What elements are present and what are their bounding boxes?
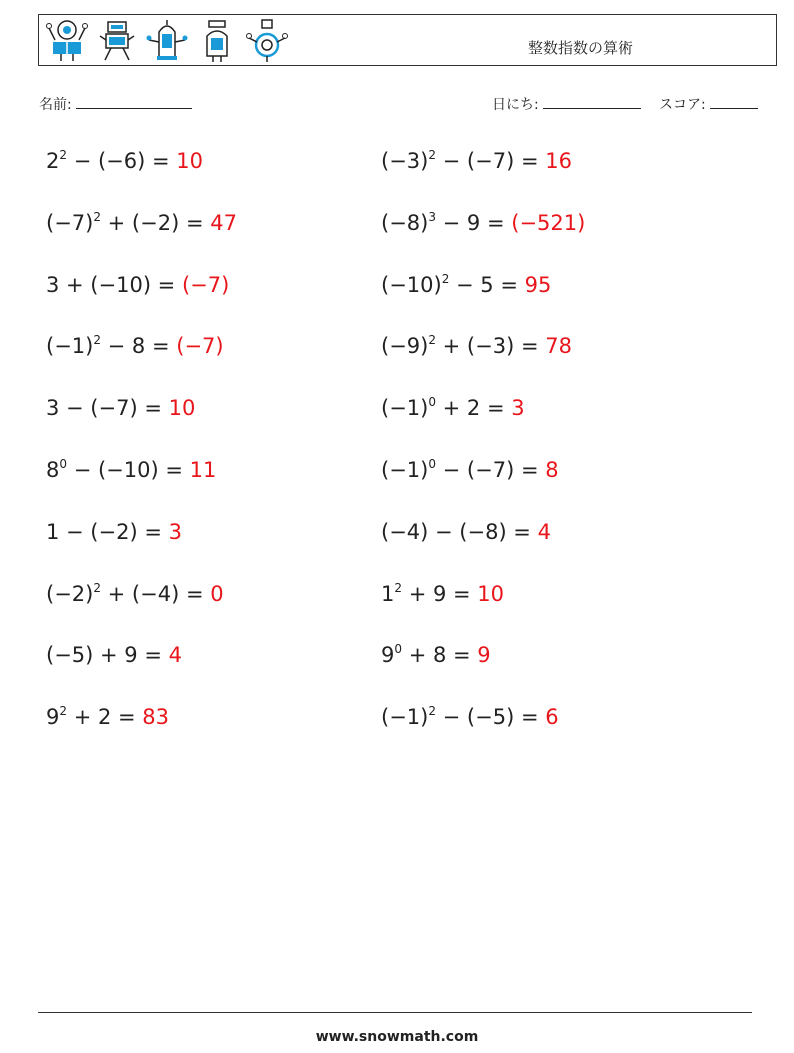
problem-base: 3 + (−10) =	[46, 272, 182, 297]
problem-answer: 3	[168, 519, 182, 544]
problem-answer: (−7)	[181, 272, 230, 297]
problem-base: (−8)	[381, 210, 429, 235]
problem-exponent: 0	[59, 457, 68, 471]
problem-answer: 16	[545, 149, 572, 173]
problem-rest: + 2 =	[435, 396, 512, 421]
problem-base: (−4) − (−8) =	[381, 519, 538, 544]
robot-icon-4	[195, 18, 239, 64]
problem-base: (−1)	[381, 458, 429, 482]
problem-exponent: 2	[93, 333, 101, 348]
problem-item	[381, 582, 504, 606]
problem-base: (−9)	[381, 334, 429, 359]
problem-exponent: 2	[394, 580, 403, 595]
problem-rest: + (−3) =	[435, 334, 546, 359]
problem-base: 1 − (−2) =	[46, 519, 169, 544]
problem-base: 9	[381, 643, 395, 668]
problem-item	[381, 149, 572, 173]
problem-answer: 83	[142, 705, 170, 730]
header-box	[38, 14, 777, 66]
problem-base: (−5) + 9 =	[46, 643, 169, 668]
problem-answer: 6	[545, 705, 559, 730]
robot-icon-3	[145, 18, 189, 64]
problem-answer: (−521)	[511, 210, 586, 235]
problem-item	[46, 458, 216, 482]
problem-item	[46, 396, 195, 420]
robot-icon-strip	[45, 18, 289, 64]
problem-exponent: 2	[93, 580, 101, 595]
problem-exponent: 2	[428, 333, 436, 348]
name-blank[interactable]	[76, 96, 192, 109]
problem-item	[381, 458, 559, 482]
problem-base: (−1)	[381, 396, 429, 421]
name-field[interactable]	[39, 94, 192, 114]
problem-rest: − 5 =	[449, 272, 525, 297]
problem-rest: + 8 =	[402, 643, 478, 668]
problem-rest: + 2 =	[67, 705, 143, 730]
problem-rest: + (−2) =	[100, 210, 211, 235]
problem-answer: 4	[168, 643, 182, 668]
date-blank[interactable]	[543, 96, 641, 109]
problem-base: (−1)	[46, 334, 94, 359]
score-field[interactable]	[659, 94, 758, 114]
problem-base: 2	[46, 149, 60, 173]
problem-item	[46, 273, 229, 297]
problem-item	[381, 396, 525, 420]
problem-base: (−7)	[46, 210, 94, 235]
problem-item	[381, 643, 491, 667]
problem-answer: 9	[477, 643, 491, 668]
problem-item	[381, 334, 572, 358]
footer-divider	[38, 1012, 752, 1013]
score-blank[interactable]	[710, 96, 758, 109]
problem-rest: − 9 =	[435, 210, 512, 235]
problem-exponent: 2	[93, 209, 101, 224]
problem-exponent: 0	[428, 395, 436, 410]
problem-exponent: 2	[428, 148, 436, 162]
problem-item	[46, 211, 237, 235]
footer-site: www.snowmath.com	[315, 1029, 479, 1045]
problem-answer: 10	[176, 149, 203, 173]
problem-base: (−10)	[381, 272, 442, 297]
problem-rest: − (−5) =	[435, 705, 546, 730]
robot-icon-5	[245, 18, 289, 64]
problem-item	[46, 149, 203, 173]
problem-item	[46, 520, 182, 544]
problem-rest: − (−7) =	[435, 149, 546, 173]
problem-exponent: 0	[428, 457, 436, 471]
problem-rest: − (−10) =	[67, 458, 190, 482]
problem-answer: 8	[545, 458, 559, 482]
problem-exponent: 2	[441, 271, 450, 286]
worksheet-title: 整数指数の算術	[528, 39, 634, 57]
problem-item	[46, 334, 224, 358]
problem-exponent: 2	[428, 704, 436, 719]
name-label: 名前:	[39, 97, 72, 113]
problem-answer: 3	[511, 396, 525, 421]
problem-answer: 95	[524, 272, 552, 297]
problem-item	[381, 520, 551, 544]
problem-exponent: 0	[394, 642, 403, 657]
problem-item	[381, 273, 551, 297]
problem-item	[46, 705, 169, 729]
problem-exponent: 2	[59, 704, 68, 719]
problem-item	[46, 582, 224, 606]
problem-rest: + 9 =	[402, 581, 478, 606]
problem-rest: − (−7) =	[435, 458, 546, 482]
robot-icon-2	[95, 18, 139, 64]
problem-base: 8	[46, 458, 60, 482]
score-label: スコア:	[659, 97, 706, 113]
problem-exponent: 2	[59, 148, 68, 162]
problem-answer: 4	[537, 519, 551, 544]
problem-rest: + (−4) =	[100, 581, 211, 606]
problem-base: 1	[381, 581, 395, 606]
problem-exponent: 3	[428, 209, 436, 224]
date-label: 日にち:	[492, 97, 539, 113]
problem-item	[381, 705, 559, 729]
problem-answer: (−7)	[176, 334, 224, 359]
problem-base: (−1)	[381, 705, 429, 730]
problem-base: 3 − (−7) =	[46, 396, 169, 421]
problem-answer: 10	[168, 396, 196, 421]
problem-answer: 10	[477, 581, 505, 606]
problem-answer: 47	[210, 210, 237, 235]
problem-answer: 11	[189, 458, 217, 482]
problem-base: 9	[46, 705, 60, 730]
date-field[interactable]	[492, 94, 641, 114]
problem-rest: − (−6) =	[67, 149, 177, 173]
problem-item	[381, 211, 585, 235]
problem-answer: 78	[545, 334, 572, 359]
problem-base: (−3)	[381, 149, 429, 173]
problem-answer: 0	[210, 581, 224, 606]
problem-item	[46, 643, 182, 667]
problem-rest: − 8 =	[100, 334, 177, 359]
robot-icon-1	[45, 18, 89, 64]
problem-base: (−2)	[46, 581, 94, 606]
